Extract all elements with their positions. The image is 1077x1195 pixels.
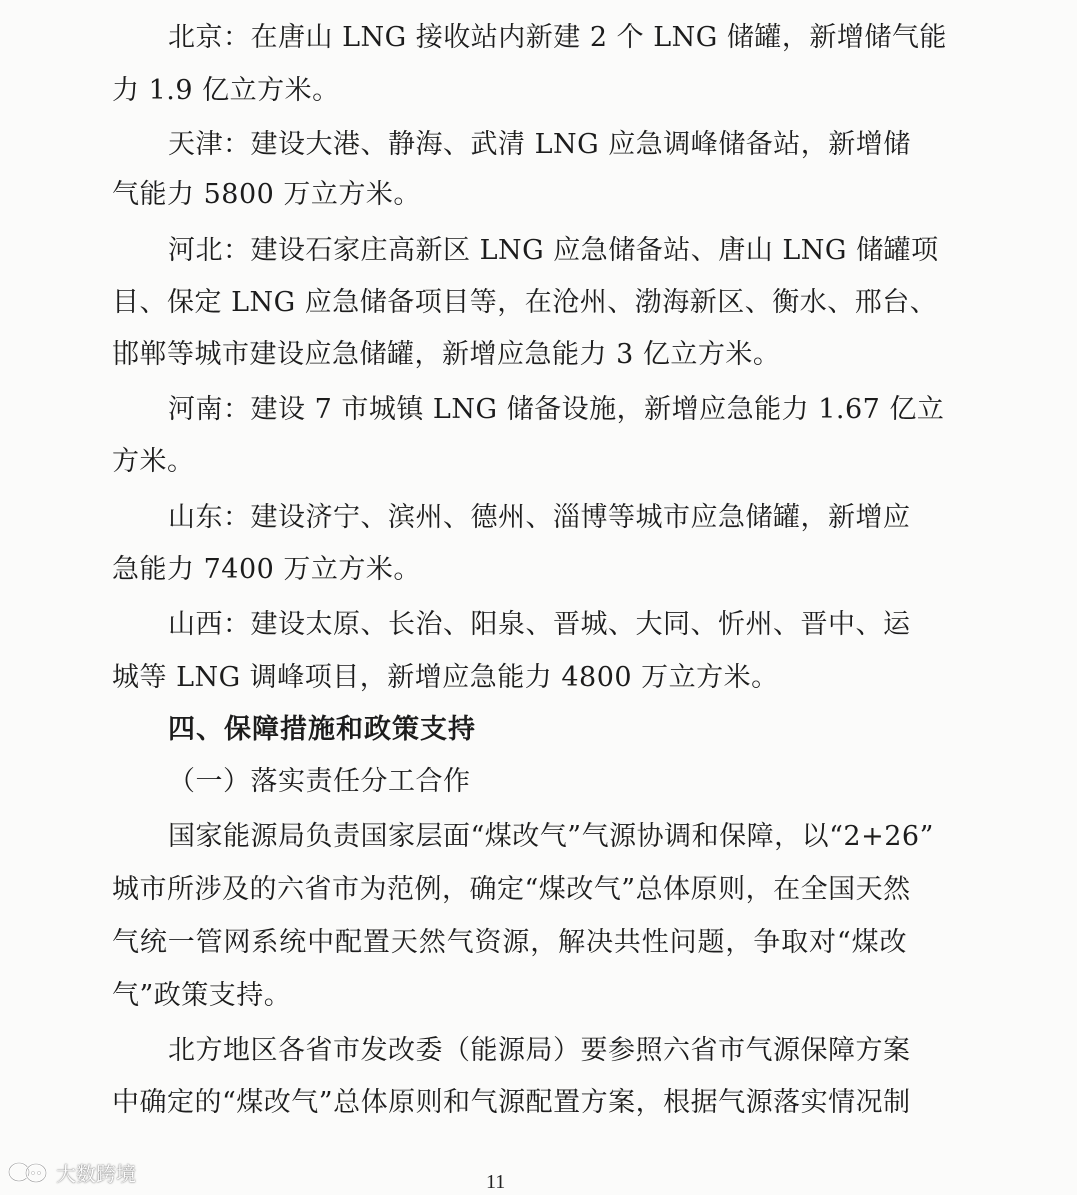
chat-bubble-logo-icon (6, 1160, 50, 1186)
text-line: 力 1.9 亿立方米。 (112, 75, 340, 106)
text-line: 方米。 (112, 446, 195, 477)
text-line: 北京：在唐山 LNG 接收站内新建 2 个 LNG 储罐，新增储气能 (168, 22, 947, 53)
text-line: 邯郸等城市建设应急储罐，新增应急能力 3 亿立方米。 (112, 339, 781, 370)
text-line: 河北：建设石家庄高新区 LNG 应急储备站、唐山 LNG 储罐项 (168, 235, 939, 266)
text-line: 城等 LNG 调峰项目，新增应急能力 4800 万立方米。 (112, 662, 779, 693)
text-line: 国家能源局负责国家层面“煤改气”气源协调和保障，以“2+26” (168, 821, 934, 852)
text-line: 气统一管网系统中配置天然气资源，解决共性问题，争取对“煤改 (112, 927, 907, 958)
text-line: （一）落实责任分工合作 (168, 766, 471, 797)
text-line: 目、保定 LNG 应急储备项目等，在沧州、渤海新区、衡水、邢台、 (112, 287, 938, 318)
text-line: 北方地区各省市发改委（能源局）要参照六省市气源保障方案 (168, 1035, 911, 1066)
text-line: 山西：建设太原、长治、阳泉、晋城、大同、忻州、晋中、运 (168, 609, 911, 640)
text-line: 急能力 7400 万立方米。 (112, 554, 421, 585)
text-line: 中确定的“煤改气”总体原则和气源配置方案，根据气源落实情况制 (112, 1087, 911, 1118)
text-line: 城市所涉及的六省市为范例，确定“煤改气”总体原则，在全国天然 (112, 874, 911, 905)
text-line: 天津：建设大港、静海、武清 LNG 应急调峰储备站，新增储 (168, 129, 911, 160)
text-line: 河南：建设 7 市城镇 LNG 储备设施，新增应急能力 1.67 亿立 (168, 394, 945, 425)
text-line: 山东：建设济宁、滨州、德州、淄博等城市应急储罐，新增应 (168, 502, 911, 533)
page-number: 11 (486, 1171, 506, 1193)
text-line: 气能力 5800 万立方米。 (112, 179, 421, 210)
section-heading: 四、保障措施和政策支持 (168, 714, 476, 745)
text-line: 气”政策支持。 (112, 980, 292, 1011)
watermark-text: 大数跨境 (56, 1162, 136, 1186)
watermark (6, 1158, 136, 1187)
